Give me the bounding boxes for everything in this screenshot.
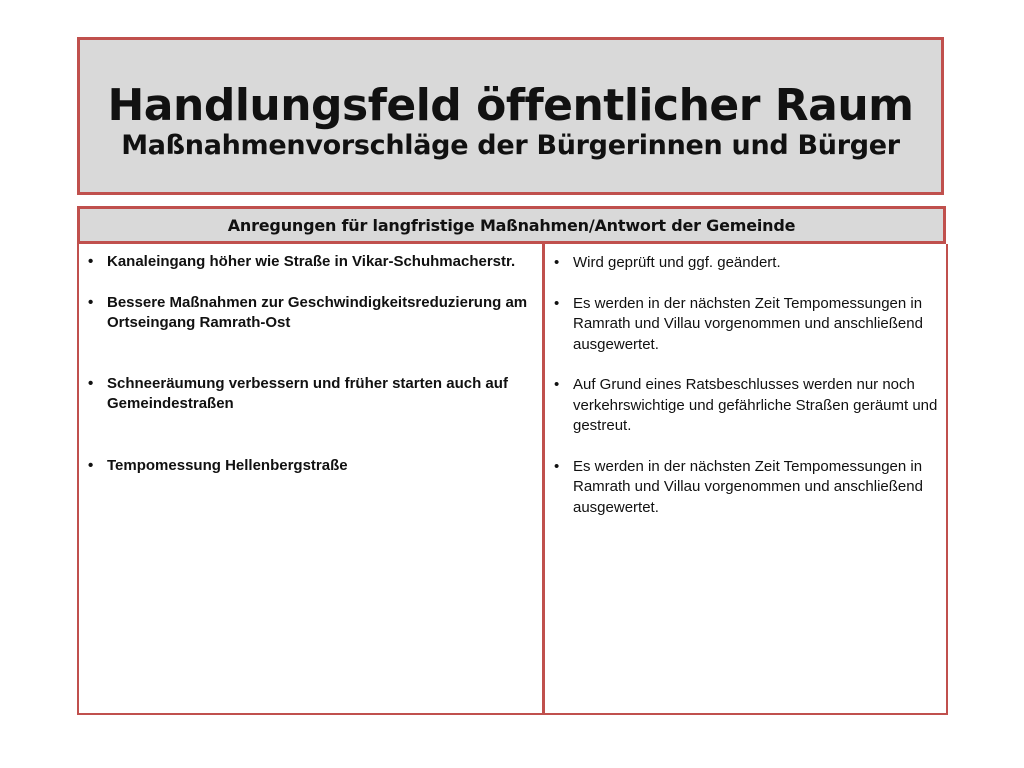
suggestion-text: Kanaleingang höher wie Straße in Vikar-Schuhmacherstr. [107,253,516,270]
bullet-icon: • [88,456,94,474]
response-text: Es werden in der nächsten Zeit Tempomessungen in Ramrath und Villau vorgenommen und anschließend ausgewertet. [573,294,923,353]
page-title: Handlungsfeld öffentlicher Raum [107,80,914,131]
bullet-icon: • [554,457,560,475]
responses-list [545,253,946,518]
suggestion-item [79,456,528,477]
response-text: Wird geprüft und ggf. geändert. [573,254,781,271]
section-header: Anregungen für langfristige Maßnahmen/Antwort der Gemeinde [77,206,946,244]
response-text: Auf Grund eines Ratsbeschlusses werden nur noch verkehrswichtige und gefährliche Straßen geräumt und gestreut. [573,376,938,434]
response-item [545,294,940,356]
suggestion-text: Schneeräumung verbessern und früher starten auch auf Gemeindestraßen [107,374,508,412]
suggestion-item [79,252,528,273]
suggestion-text: Bessere Maßnahmen zur Geschwindigkeitsreduzierung am Ortseingang Ramrath-Ost [107,293,528,331]
bullet-icon: • [88,253,94,270]
responses-column [545,244,946,713]
page-subtitle: Maßnahmenvorschläge der Bürgerinnen und Bürger [121,130,900,161]
suggestion-item [79,374,528,415]
title-box [77,37,944,195]
bullet-icon: • [554,376,560,393]
suggestion-text: Tempomessung Hellenbergstraße [107,456,348,474]
bullet-icon: • [554,254,560,271]
content-table [77,244,948,715]
bullet-icon: • [88,374,94,392]
bullet-icon: • [88,293,94,311]
bullet-icon: • [554,294,560,312]
response-text: Es werden in der nächsten Zeit Tempomessungen in Ramrath und Villau vorgenommen und anschließend ausgewertet. [573,457,923,516]
response-item [545,375,940,437]
suggestion-item [79,293,528,334]
suggestions-list [79,252,542,476]
suggestions-column [79,244,545,713]
response-item [545,253,940,274]
response-item [545,457,940,519]
